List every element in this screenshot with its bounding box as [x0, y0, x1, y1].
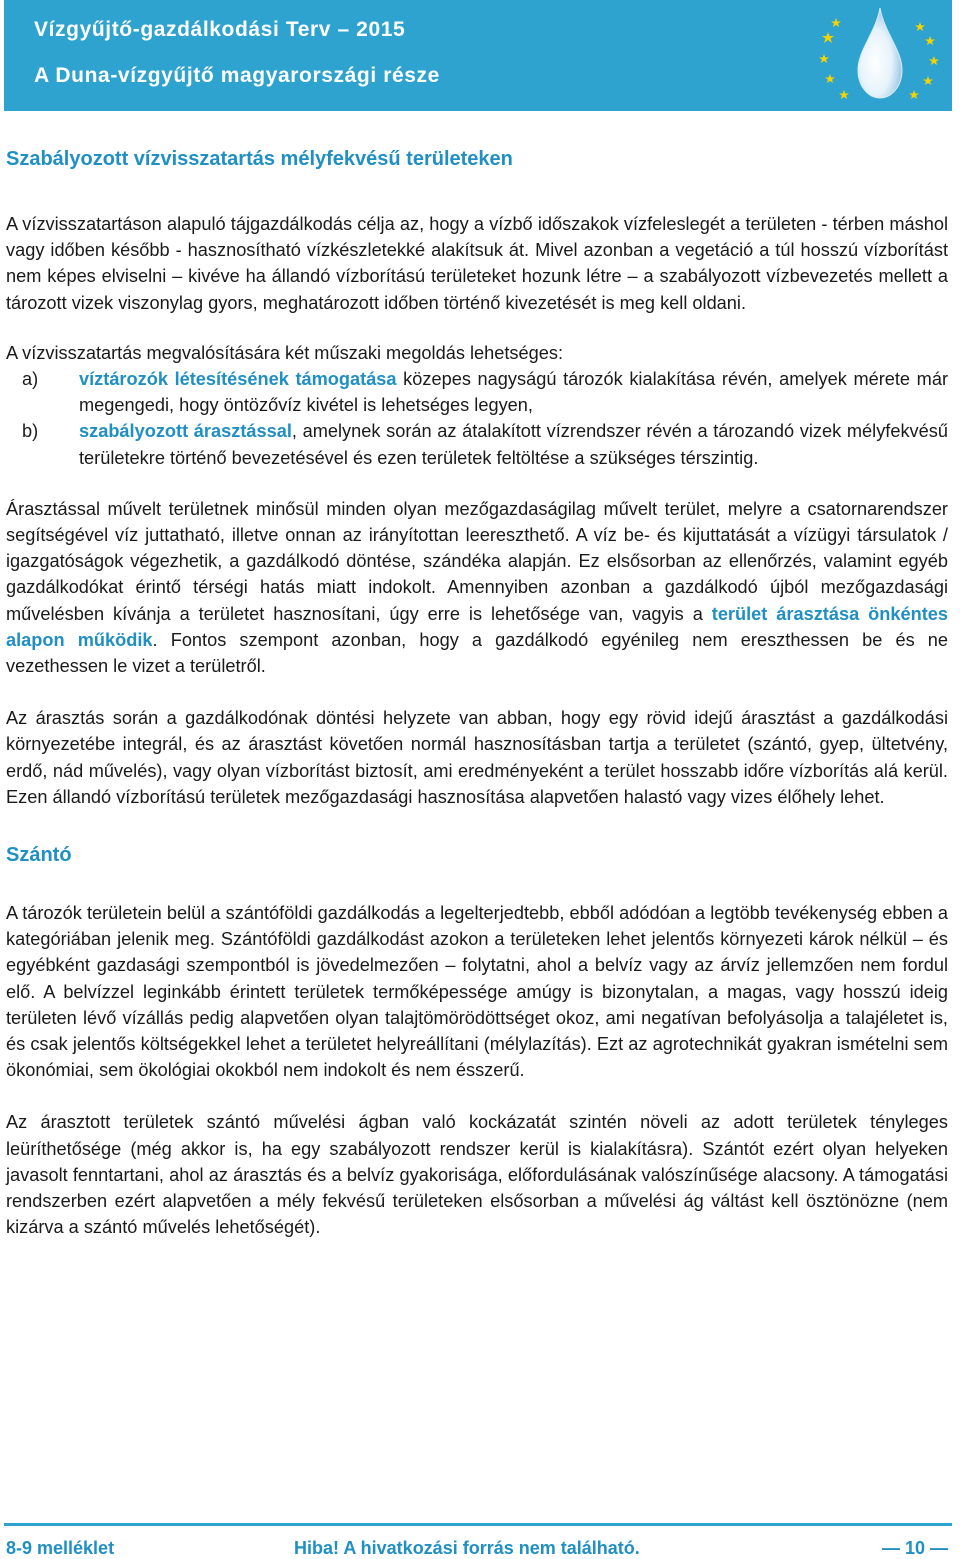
header-title: Vízgyűjtő-gazdálkodási Terv – 2015: [34, 18, 406, 41]
paragraph-arable-2: Az árasztott területek szántó művelési ágban való kockázatát szintén növeli az adott területek tényleges leüríthetősége (még akkor is, ha egy szabályozott rendszer kerül is kialakításra). Szántót ezért olyan helyeken javasolt fenntartani, ahol az árasztás és a belvíz gyakorisága, előfordulásának valószínűsége alacsony. A támogatási rendszerben ezért alapvetően a mély fekvésű területeken elsősorban a művelési ág váltást kell ösztönözne (nem kizárva a szántó művelés lehetőségét).: [6, 1112, 948, 1238]
highlight-text: víztározók létesítésének támogatása: [79, 369, 397, 390]
paragraph-flooding-definition: [6, 496, 948, 679]
list-item-text: , amelynek során az átalakított vízrendszer révén a tározandó vizek mélyfekvésű területekre történő bevezetésével és ezen területek feltöltése a szükséges térszintig.: [79, 421, 948, 468]
paragraph-arable-1: A tározók területein belül a szántóföldi gazdálkodás a legelterjedtebb, ebből adódóan a legtöbb tevékenység ebben a kategóriában jelenik meg. Szántóföldi gazdálkodást azokon a területeken lehet jelentős környezeti károk nélkül – és egyébként gazdasági szempontból is jövedelmezően – folytatni, ahol a belvíz vagy az árvíz jellemzően nem fordul elő. A belvízzel leginkább érintett területek termőképessége amúgy is bizonytalan, a magas, vagy hosszú ideig területen lévő vízállás pedig alapvetően olyan talajtömörödöttséget okoz, ami negatívan befolyásolja a talajéletet is, és csak jelentős költségekkel lehet a területet helyreállítani (mélylazítás). Ezt az agrotechnikát gyakran ismételni sem ökonómiai, sem ökológiai okokból nem indokolt és nem ésszerű.: [6, 903, 948, 1081]
page-header: [4, 0, 952, 111]
page-footer: [4, 1523, 952, 1556]
highlight-text: szabályozott árasztással: [79, 421, 292, 442]
list-marker: a): [22, 369, 39, 390]
eu-water-drop-logo-icon: [810, 4, 950, 104]
list-item-b: [6, 418, 948, 470]
highlight-text: terület árasztása önkéntes alapon működik: [6, 603, 948, 650]
page-content: [6, 146, 948, 1241]
paragraph-farmer-decision: Az árasztás során a gazdálkodónak döntési helyzete van abban, hogy egy rövid idejű árasztást a gazdálkodási környezetébe integrál, és az árasztást követően normál hasznosításban tartja a területet (szántó, gyep, ültetvény, erdő, nád művelés), vagy olyan vízborítást biztosít, ami eredményeként a terület hosszabb időre vízborítás alá kerül. Ezen állandó vízborítású területek mezőgazdasági hasznosítása alapvetően halastó vagy vizes élőhely lehet.: [6, 708, 948, 807]
list-item-text: közepes nagyságú tározók kialakítása révén, amelyek mérete már megengedi, hogy öntözővíz kivétel is lehetséges legyen,: [79, 369, 948, 416]
section-title-arable: Szántó: [6, 844, 72, 867]
footer-annex-label: 8-9 melléklet: [6, 1538, 115, 1558]
paragraph-text: Árasztással művelt területnek minősül minden olyan mezőgazdaságilag művelt terület, melyre a csatornarendszer segítségével víz juttatható, illetve onnan az irányítottan leereszthető. A víz be- és kijuttatását a vízügyi társulatok / igazgatóságok végezhetik, a gazdálkodó döntése, szándéka alapján. Ez elsősorban az ellenőrzés, valamint egyéb gazdálkodókat érintő térségi hatás miatt indokolt. Amennyiben azonban a gazdálkodó újból mezőgazdasági művelésben kívánja a területet hasznosítani, úgy erre is lehetősége van, vagyis a: [6, 498, 948, 624]
paragraph-solutions-intro: A vízvisszatartás megvalósítására két műszaki megoldás lehetséges:: [6, 342, 563, 363]
list-item-a: [6, 366, 948, 418]
page-number: — 10 —: [881, 1538, 948, 1558]
section-title-water-retention: Szabályozott vízvisszatartás mélyfekvésű területeken: [6, 148, 513, 170]
list-marker: b): [22, 421, 39, 442]
header-subtitle: A Duna-vízgyűjtő magyarországi része: [34, 64, 440, 87]
paragraph-text: . Fontos szempont azonban, hogy a gazdálkodó egyénileg nem ereszthessen be és ne vezethessen le vizet a területről.: [6, 629, 949, 677]
paragraph-intro: A vízvisszatartáson alapuló tájgazdálkodás célja az, hogy a vízbő időszakok vízfeleslegét a területen - térben máshol vagy időben később - hasznosítható vízkészletekké alakítsuk át. Mivel azonban a vegetáció a túl hosszú vízborítást nem képes elviselni – kivéve ha állandó vízborítású területeket hozunk létre – a szabályozott vízbevezetés mellett a tározott vizek viszonylag gyors, meghatározott időben történő kivezetését is meg kell oldani.: [6, 214, 948, 313]
footer-reference-error: Hiba! A hivatkozási forrás nem található.: [294, 1538, 640, 1558]
